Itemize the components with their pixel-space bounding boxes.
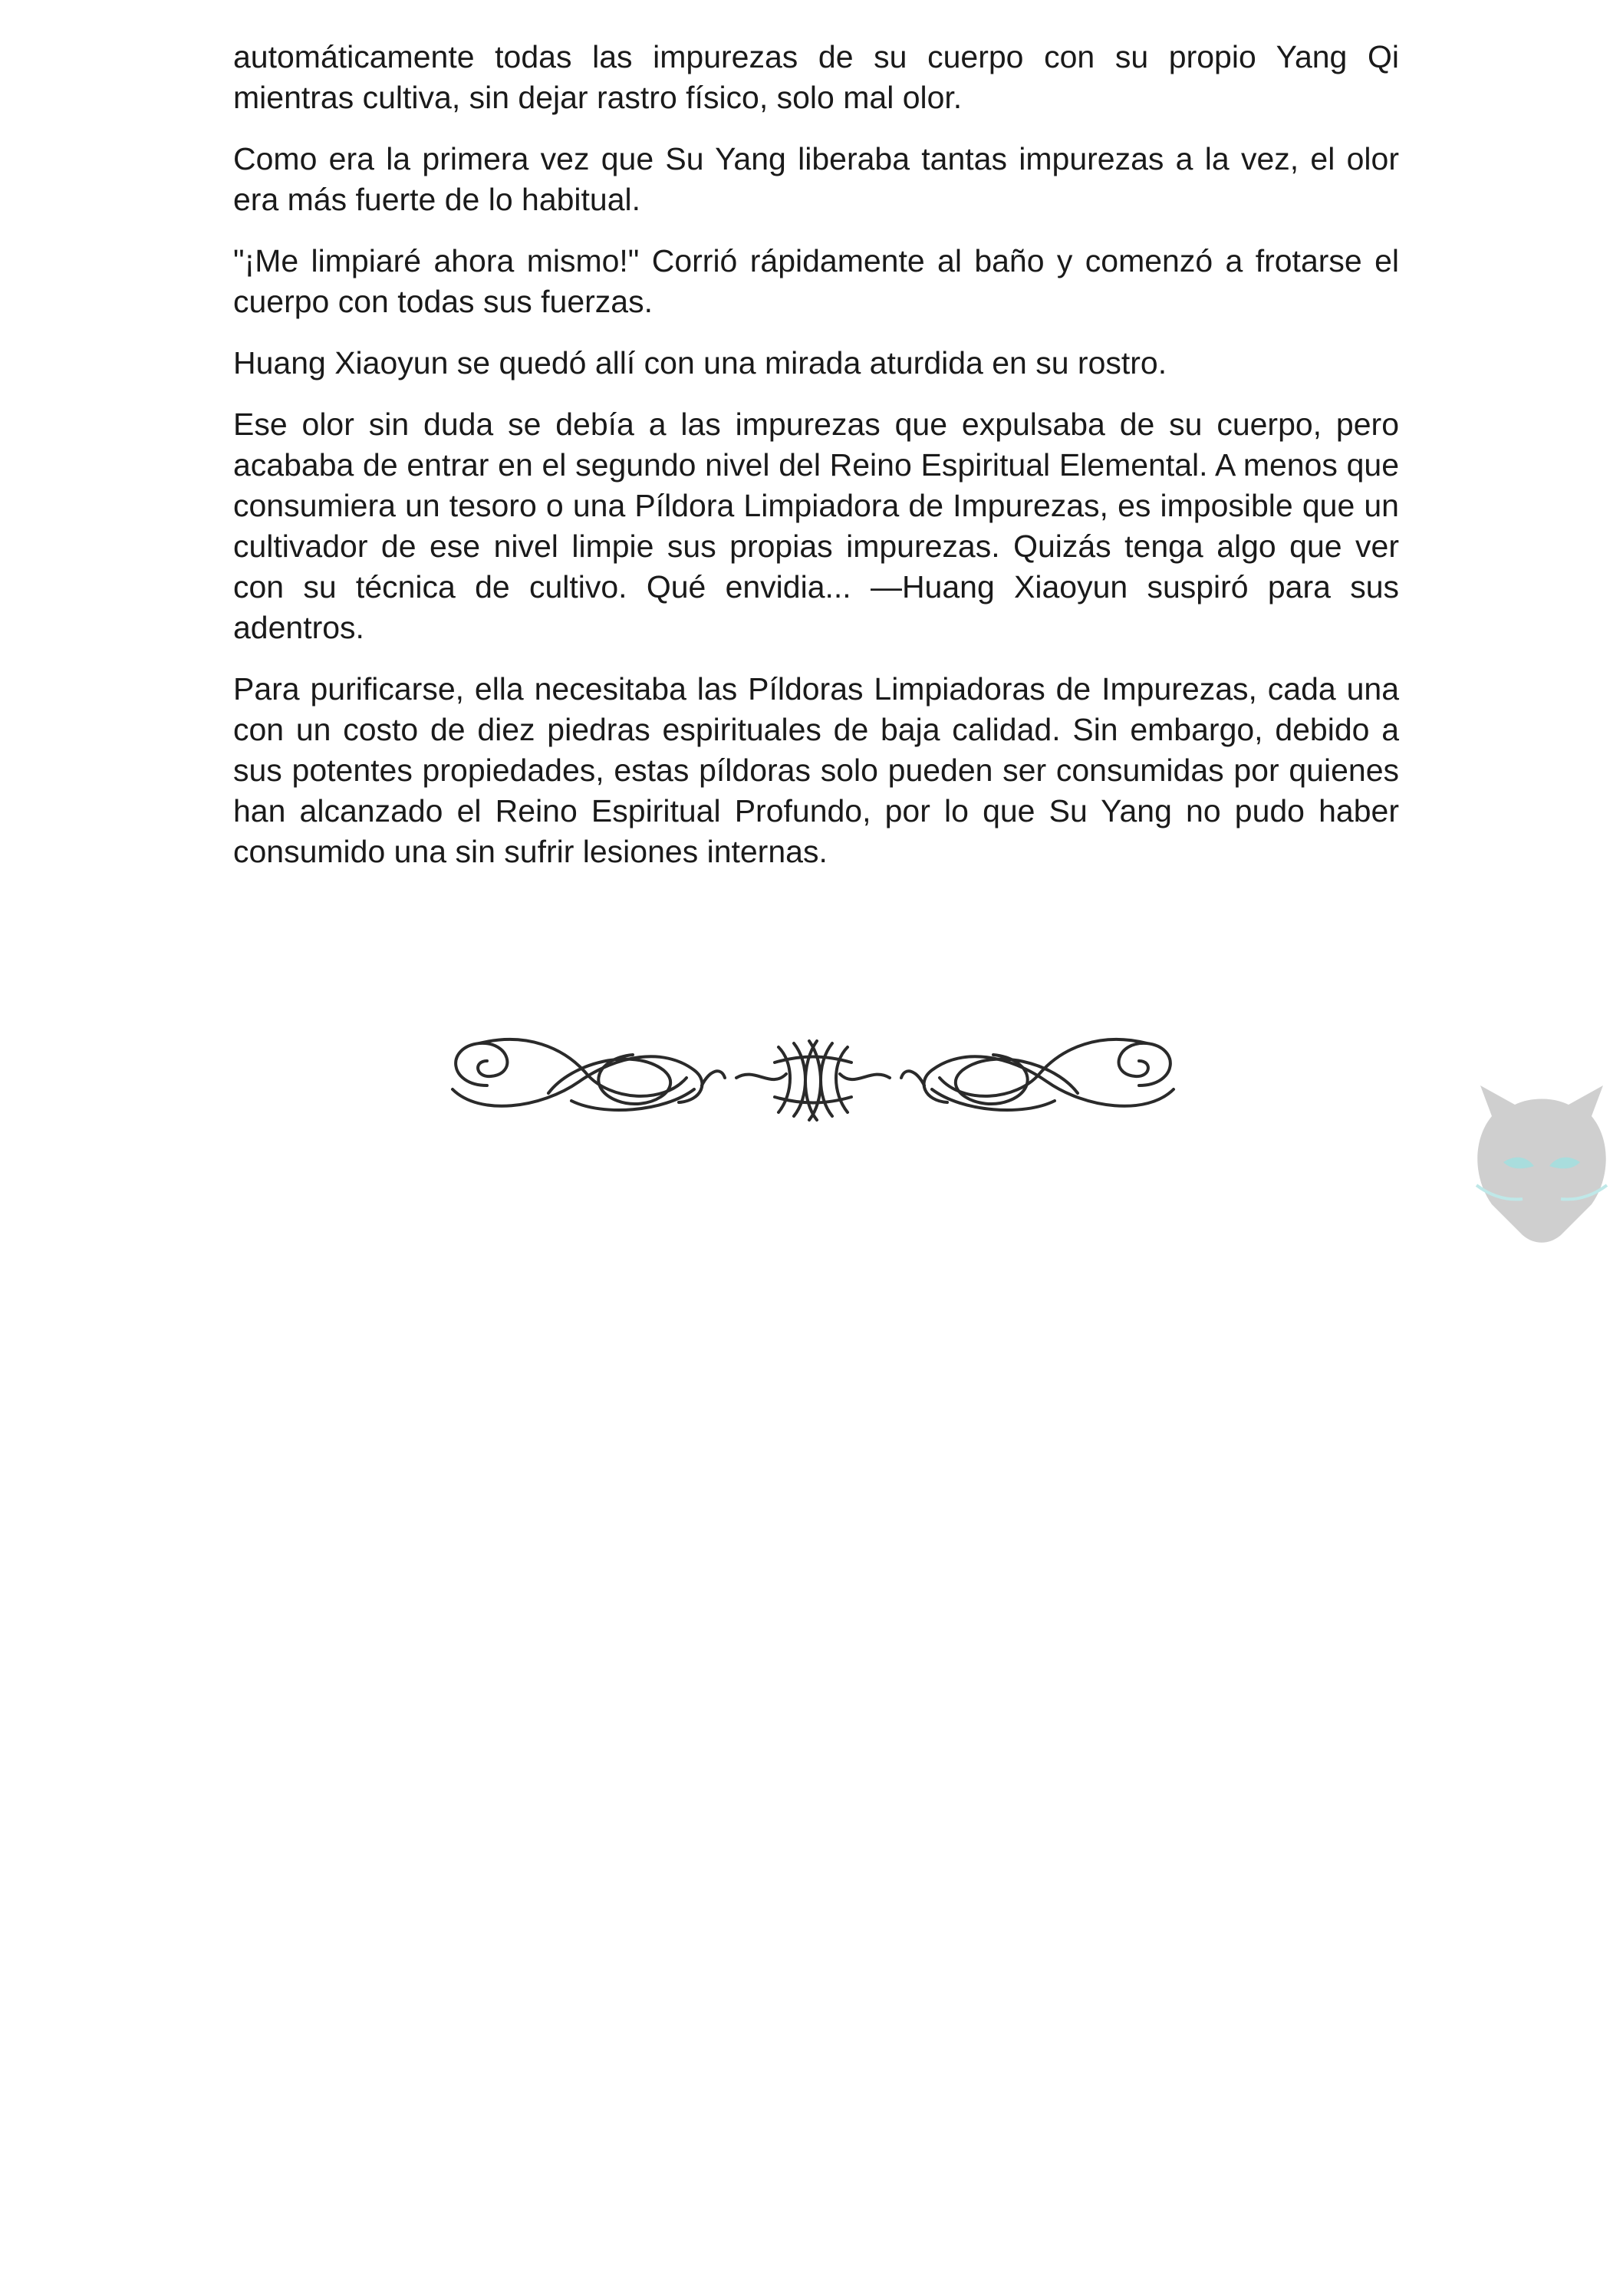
- paragraph-6: Para purificarse, ella necesitaba las Píldoras Limpiadoras de Impurezas, cada una con un costo de diez piedras espirituales de baja calidad. Sin embargo, debido a sus potentes propiedades, estas píldoras solo pueden ser consumidas por quienes han alcanzado el Reino Espiritual Profundo, por lo que Su Yang no pudo haber consumido una sin sufrir lesiones internas.: [233, 671, 1399, 869]
- ornamental-flourish-icon: [433, 1016, 1193, 1132]
- paragraph-4: Huang Xiaoyun se quedó allí con una mirada aturdida en su rostro.: [233, 345, 1167, 380]
- paragraph-3: "¡Me limpiaré ahora mismo!" Corrió rápidamente al baño y comenzó a frotarse el cuerpo con todas sus fuerzas.: [233, 243, 1399, 319]
- paragraph-5: Ese olor sin duda se debía a las impurezas que expulsaba de su cuerpo, pero acababa de entrar en el segundo nivel del Reino Espiritual Elemental. A menos que consumiera un tesoro o una Píldora Limpiadora de Impurezas, es imposible que un cultivador de ese nivel limpie sus propias impurezas. Quizás tenga algo que ver con su técnica de cultivo. Qué envidia... —Huang Xiaoyun suspiró para sus adentros.: [233, 407, 1399, 645]
- body-text: [233, 37, 1399, 893]
- paragraph-1: automáticamente todas las impurezas de su cuerpo con su propio Yang Qi mientras cultiva, sin dejar rastro físico, solo mal olor.: [233, 39, 1399, 115]
- paragraph-2: Como era la primera vez que Su Yang liberaba tantas impurezas a la vez, el olor era más fuerte de lo habitual.: [233, 141, 1399, 217]
- demon-head-icon: [1461, 1070, 1622, 1247]
